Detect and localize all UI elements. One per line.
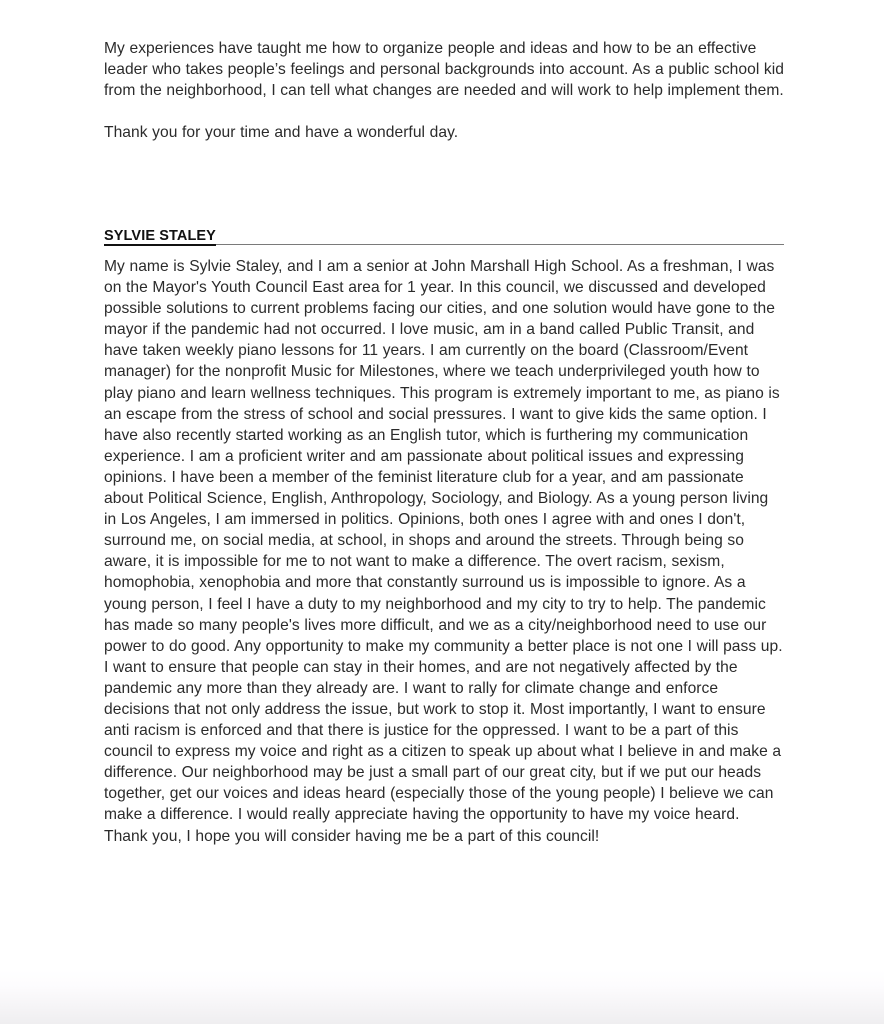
candidate-statement: My name is Sylvie Staley, and I am a senior at John Marshall High School. As a freshman, I was on the Mayor's Youth Council East area for 1 year. In this council, we discussed and developed possible solutions to current problems facing our cities, and one solution would have gone to the mayor if the pandemic had not occurred. I love music, am in a band called Public Transit, and have taken weekly piano lessons for 11 years. I am currently on the board (Classroom/Event manager) for the nonprofit Music for Milestones, where we teach underprivileged youth how to play piano and learn wellness techniques. This program is extremely important to me, as piano is an escape from the stress of school and social pressures. I want to give kids the same option. I have also recently started working as an English tutor, which is furthering my communication experience. I am a proficient writer and am passionate about political issues and expressing opinions. I have been a member of the feminist literature club for a year, and am passionate about Political Science, English, Anthropology, Sociology, and Biology. As a young person living in Los Angeles, I am immersed in politics. Opinions, both ones I agree with and ones I don't, surround me, on social media, at school, in shops and around the streets. Through being so aware, it is impossible for me to not want to make a difference. The overt racism, sexism, homophobia, xenophobia and more that constantly surround us is impossible to ignore. As a young person, I feel I have a duty to my neighborhood and my city to try to help. The pandemic has made so many people's lives more difficult, and we as a city/neighborhood need to use our power to do good. Any opportunity to make my community a better place is not one I will pass up. I want to ensure that people can stay in their homes, and are not negatively affected by the pandemic any more than they already are. I want to rally for climate change and enforce decisions that not only address the issue, but work to stop it. Most importantly, I want to ensure anti racism is enforced and that there is justice for the oppressed. I want to be a part of this council to express my voice and right as a citizen to speak up about what I believe in and make a difference. Our neighborhood may be just a small part of our great city, but if we put our heads together, get our voices and ideas heard (especially those of the young people) I believe we can make a difference. I would really appreciate having the opportunity to have my voice heard. Thank you, I hope you will consider having me be a part of this council! — [104, 258, 783, 845]
closing-paragraph: Thank you for your time and have a wonderful day. — [104, 124, 459, 142]
candidate-name-heading: SYLVIE STALEY — [104, 227, 216, 244]
previous-candidate-statement — [104, 38, 784, 143]
candidate-section — [104, 226, 784, 847]
section-rule — [104, 226, 784, 245]
statement-paragraph: My experiences have taught me how to organize people and ideas and how to be an effective leader who takes people’s feelings and personal backgrounds into account. As a public school kid from the neighborhood, I can tell what changes are needed and will work to help implement them. — [104, 40, 785, 100]
